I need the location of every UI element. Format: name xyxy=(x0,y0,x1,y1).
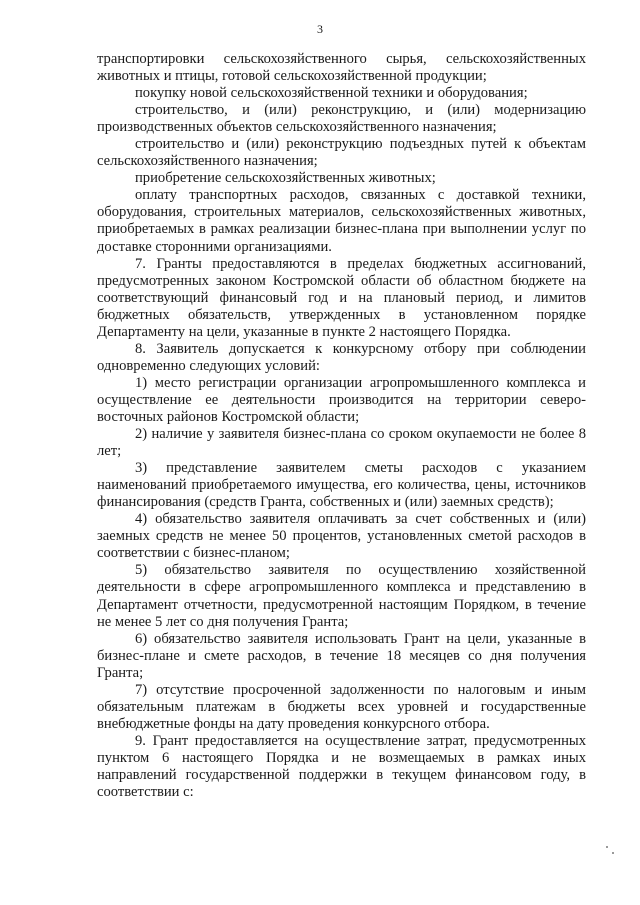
condition-6: 6) обязательство заявителя использовать Грант на цели, указанные в бизнес-плане и смете расходов, в течение 18 месяцев со дня получения Гранта; xyxy=(97,630,586,681)
paragraph: транспортировки сельскохозяйственного сырья, сельскохозяйственных животных и птицы, готовой сельскохозяйственной продукции; xyxy=(97,51,586,85)
paragraph: строительство, и (или) реконструкцию, и (или) модернизацию производственных объектов сельскохозяйственного назначения; xyxy=(97,102,586,136)
condition-1: 1) место регистрации организации агропромышленного комплекса и осуществление ее деятельности производится на территории северо-восточных районов Костромской области; xyxy=(97,374,586,425)
scan-speck xyxy=(612,852,614,854)
condition-4: 4) обязательство заявителя оплачивать за счет собственных и (или) заемных средств не менее 50 процентов, установленных сметой расходов в соответствии с бизнес-планом; xyxy=(97,511,586,562)
paragraph-item-9: 9. Грант предоставляется на осуществление затрат, предусмотренных пунктом 6 настоящего Порядка и не возмещаемых в рамках иных направлений государственной поддержки в текущем финансовом году, в соответствии с: xyxy=(97,732,586,801)
page-number: 3 xyxy=(317,22,323,36)
paragraph: строительство и (или) реконструкцию подъездных путей к объектам сельскохозяйственного назначения; xyxy=(97,136,586,170)
condition-3: 3) представление заявителем сметы расходов с указанием наименований приобретаемого имущества, его количества, цены, источников финансирования (средств Гранта, собственных и (или) заемных средств); xyxy=(97,460,586,511)
scan-speck xyxy=(606,846,608,848)
condition-2: 2) наличие у заявителя бизнес-плана со сроком окупаемости не более 8 лет; xyxy=(97,426,586,460)
paragraph-item-7: 7. Гранты предоставляются в пределах бюджетных ассигнований, предусмотренных законом Костромской области об областном бюджете на соответствующий финансовый год и на плановый период, и лимитов бюджетных обязательств, утвержденных в установленном порядке Департаменту на цели, указанные в пункте 2 настоящего Порядка. xyxy=(97,255,586,340)
condition-5: 5) обязательство заявителя по осуществлению хозяйственной деятельности в сфере агропромышленного комплекса и представлению в Департамент отчетности, предусмотренной настоящим Порядком, в течение не менее 5 лет со дня получения Гранта; xyxy=(97,562,586,630)
document-body xyxy=(97,51,586,801)
condition-7: 7) отсутствие просроченной задолженности по налоговым и иным обязательным платежам в бюджеты всех уровней и государственные внебюджетные фонды на дату проведения конкурсного отбора. xyxy=(97,681,586,732)
paragraph: оплату транспортных расходов, связанных с доставкой техники, оборудования, строительных материалов, сельскохозяйственных животных, приобретаемых в рамках реализации бизнес-плана при выполнении услуг по доставке сторонними организациями. xyxy=(97,187,586,255)
paragraph-item-8: 8. Заявитель допускается к конкурсному отбору при соблюдении одновременно следующих условий: xyxy=(97,340,586,374)
paragraph: покупку новой сельскохозяйственной техники и оборудования; xyxy=(135,85,528,102)
paragraph: приобретение сельскохозяйственных животных; xyxy=(135,170,436,187)
